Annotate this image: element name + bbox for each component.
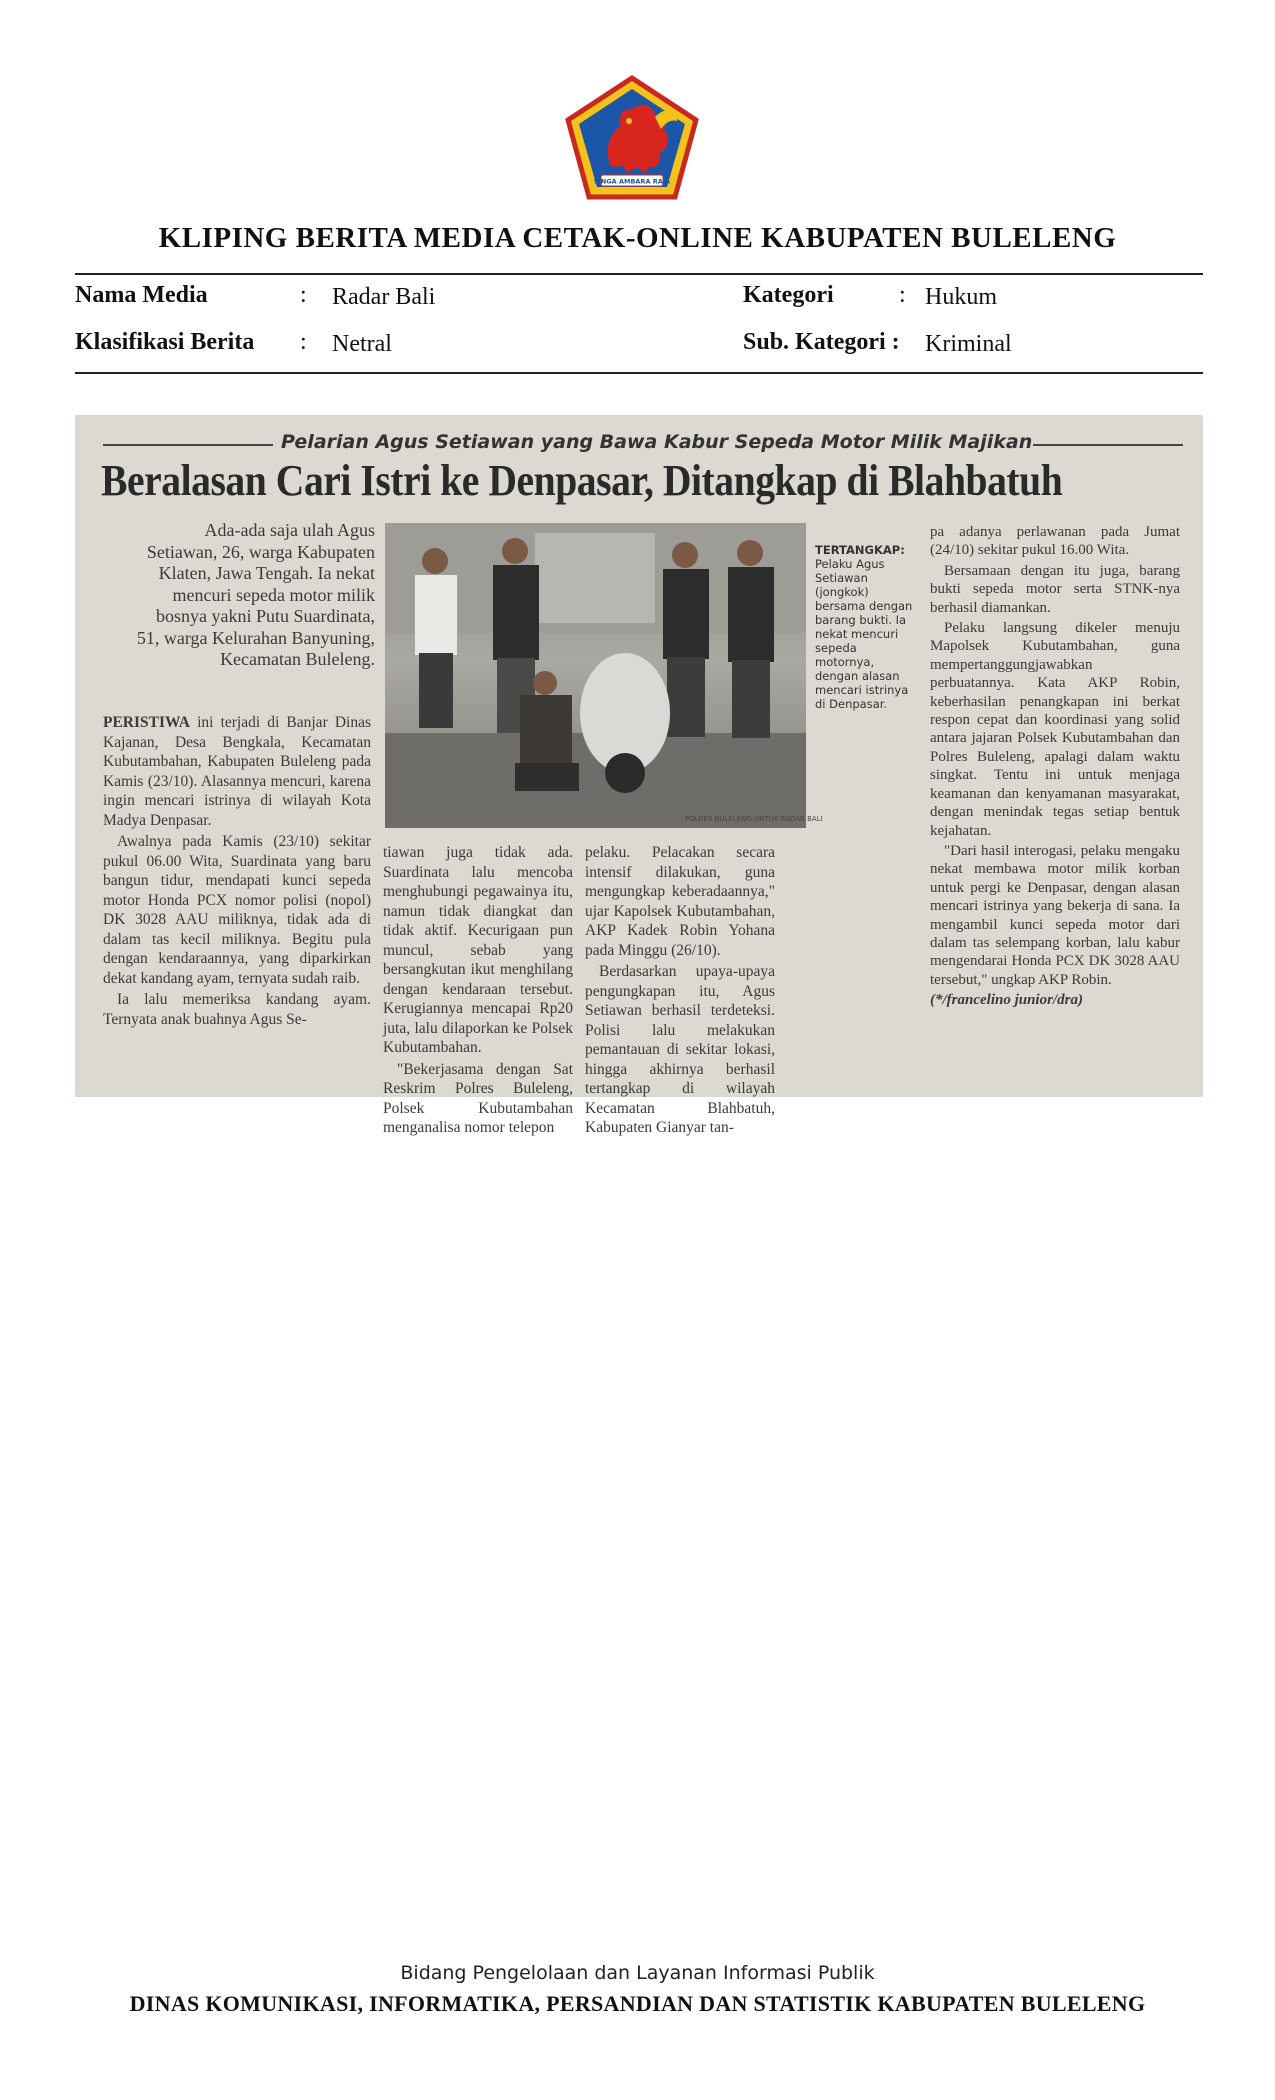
article-dropcap-word: PERISTIWA	[103, 714, 190, 731]
column-2-paragraph-2: "Bekerjasama dengan Sat Reskrim Polres Buleleng, Polsek Kubutambahan menganalisa nomor telepon	[383, 1060, 573, 1136]
header-rule-bottom	[75, 372, 1203, 374]
column-2-paragraph-1: tiawan juga tidak ada. Suardinata lalu mencoba menghubungi pegawainya itu, namun tidak diangkat dan tidak aktif. Kecurigaan pun muncul, sebab yang bersangkutan ikut menghilang dengan kendaraan tersebut. Kerugiannya mencapai Rp20 juta, lalu dilaporkan ke Polsek Kubutambahan.	[383, 844, 573, 1056]
article-lead: Ada-ada saja ulah Agus Setiawan, 26, warga Kabupaten Klaten, Jawa Tengah. Ia nekat mencuri sepeda motor milik bosnya yakni Putu Suardinata, 51, warga Kelurahan Banyuning, Kecamatan Buleleng.	[136, 520, 375, 669]
column-4-paragraph-4: "Dari hasil interogasi, pelaku mengaku nekat membawa motor milik korban untuk pergi ke Denpasar, dengan alasan mencari istrinya yang bekerja di sana. Ia mengambil kunci sepeda motor dari dalam tas selempang korban, lalu kabur mengendarai Honda PCX DK 3028 AAU tersebut," ungkap AKP Robin.	[930, 842, 1180, 988]
news-clipping	[75, 415, 1203, 1136]
article-column-4	[930, 523, 1180, 1012]
kategori-value: Hukum	[925, 284, 997, 310]
column-1-paragraph-3: Ia lalu memeriksa kandang ayam. Ternyata anak buahnya Agus Se-	[103, 991, 371, 1028]
kategori-colon: :	[899, 282, 906, 308]
column-4-paragraph-1: pa adanya perlawanan pada Jumat (24/10) sekitar pukul 16.00 Wita.	[930, 524, 1180, 559]
article-column-2	[383, 843, 573, 1140]
nama-media-colon: :	[300, 282, 307, 308]
header-rule-top	[75, 273, 1203, 275]
footer-department: Bidang Pengelolaan dan Layanan Informasi Publik	[400, 1962, 875, 1984]
klasifikasi-label: Klasifikasi Berita	[75, 329, 255, 355]
article-kicker: Pelarian Agus Setiawan yang Bawa Kabur Sepeda Motor Milik Majikan	[281, 431, 1033, 453]
article-signoff: (*/francelino junior/dra)	[930, 992, 1083, 1009]
sub-kategori-value: Kriminal	[925, 331, 1012, 357]
klasifikasi-colon: :	[300, 329, 307, 355]
column-3-paragraph-2: Berdasarkan upaya-upaya pengungkapan itu, Agus Setiawan berhasil terdeteksi. Polisi lalu melakukan pemantauan di sekitar lokasi, hingga akhirnya berhasil tertangkap di wilayah Kecamatan Blahbatuh, Kabupaten Gianyar tan-	[585, 963, 775, 1136]
caption-label: TERTANGKAP:	[815, 543, 905, 557]
column-1-paragraph-2: Awalnya pada Kamis (23/10) sekitar pukul 06.00 Wita, Suardinata yang baru bangun tidur, mendapati kunci sepeda motor Honda PCX nomor polisi (nopol) DK 3028 AAU miliknya, tidak ada di dalam tas kecil miliknya. Begitu pula dengan kendaraannya, yang diparkirkan dekat kandang ayam, ternyata sudah raib.	[103, 833, 371, 987]
article-column-1	[103, 713, 371, 1031]
footer-agency: DINAS KOMUNIKASI, INFORMATIKA, PERSANDIAN DAN STATISTIK KABUPATEN BULELENG	[129, 1991, 1146, 2016]
logo-motto-text: SINGA AMBARA RAJA	[593, 177, 671, 186]
photo-people-illustration	[385, 523, 806, 828]
document-title: KLIPING BERITA MEDIA CETAK-ONLINE KABUPATEN BULELENG	[158, 222, 1117, 254]
klasifikasi-value: Netral	[332, 331, 392, 357]
nama-media-value: Radar Bali	[332, 284, 436, 310]
kategori-label: Kategori	[743, 282, 834, 308]
nama-media-label: Nama Media	[75, 282, 208, 308]
article-kicker-row	[103, 431, 1183, 457]
photo-credit: POLRES BULELENG UNTUK RADAR BALI	[685, 815, 823, 823]
caption-text: Pelaku Agus Setiawan (jongkok) bersama dengan barang bukti. Ia nekat mencuri sepeda motornya, dengan alasan mencari istrinya di Denpasar.	[815, 557, 913, 711]
column-4-paragraph-3: Pelaku langsung dikeler menuju Mapolsek Kubutambahan, guna mempertanggungjawabkan perbuatannya. Kata AKP Robin, keberhasilan penangkapan ini berkat respon cepat dan koordinasi yang solid antara jajaran Polsek Kubutambahan dan Polres Buleleng, apalagi dalam waktu singkat. Tentu ini untuk menjaga keamanan dan kenyamanan masyarakat, dengan menindak tegas setiap bentuk kejahatan.	[930, 620, 1180, 839]
sub-kategori-label: Sub. Kategori :	[743, 329, 900, 355]
article-column-3	[585, 843, 775, 1140]
article-headline: Beralasan Cari Istri ke Denpasar, Ditangkap di Blahbatuh	[101, 456, 1063, 505]
column-3-paragraph-1: pelaku. Pelacakan secara intensif dilakukan, guna mengungkap keberadaannya," ujar Kapolsek Kubutambahan, AKP Kadek Robin Yohana pada Minggu (26/10).	[585, 844, 775, 959]
column-4-paragraph-2: Bersamaan dengan itu juga, barang bukti sepeda motor serta STNK-nya berhasil diamankan.	[930, 562, 1180, 616]
photo-caption	[815, 543, 915, 711]
column-1-paragraph-1: ini terjadi di Banjar Dinas Kajanan, Desa Bengkala, Kecamatan Kubutambahan, Kabupaten Buleleng pada Kamis (23/10). Alasannya mencuri, karena ingin mencari istrinya di wilayah Kota Madya Denpasar.	[103, 714, 371, 829]
pentagon-lion-emblem-icon	[565, 75, 699, 200]
article-photo	[385, 523, 806, 828]
